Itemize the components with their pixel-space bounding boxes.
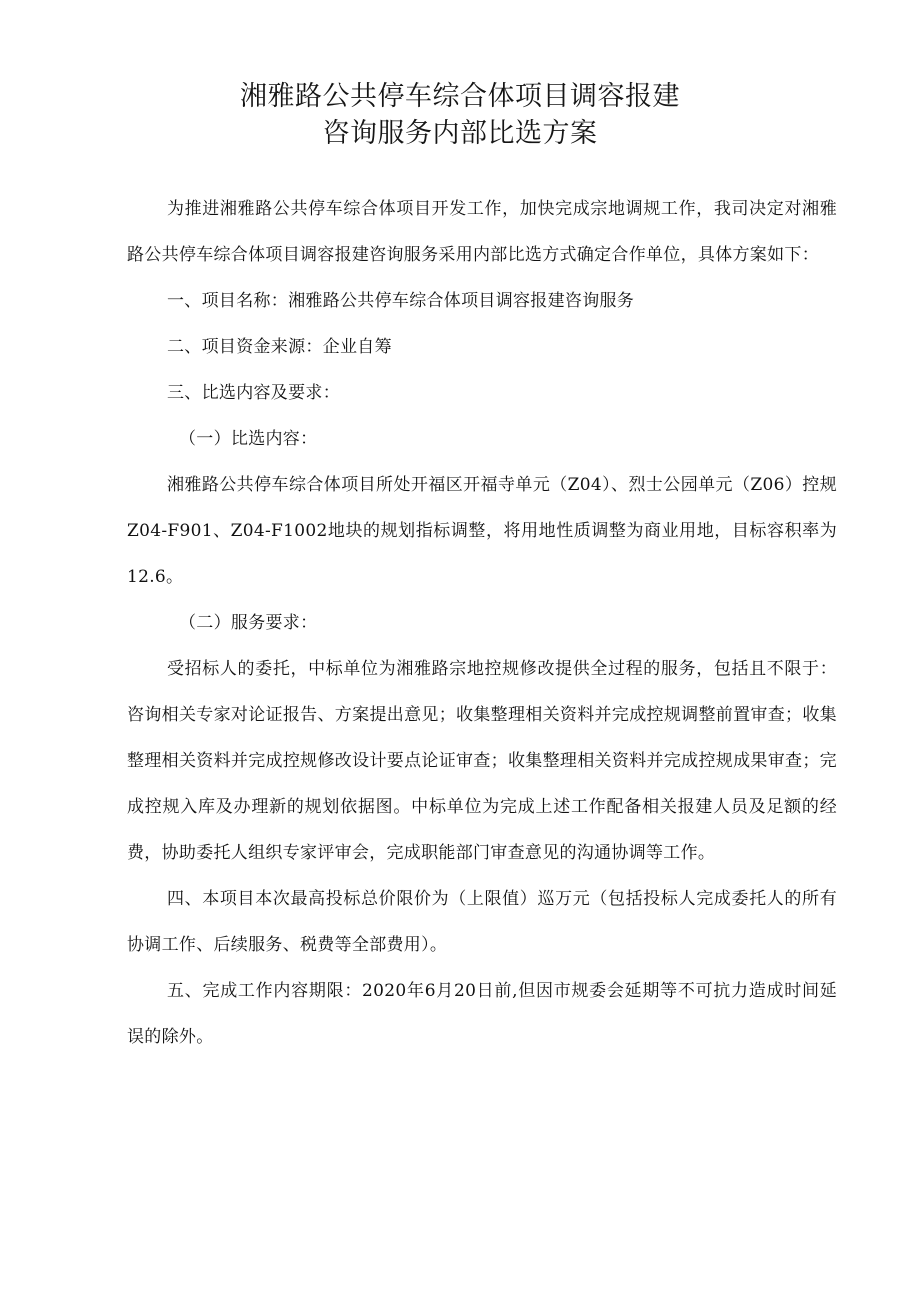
document-title-line1: 湘雅路公共停车综合体项目调容报建	[240, 81, 680, 112]
document-body	[127, 186, 837, 1060]
paragraph-deadline: 五、完成工作内容期限：2020年6月20日前,但因市规委会延期等不可抗力造成时间延误的除外。	[127, 981, 837, 1047]
paragraph-intro: 为推进湘雅路公共停车综合体项目开发工作，加快完成宗地调规工作，我司决定对湘雅路公共停车综合体项目调容报建咨询服务采用内部比选方式确定合作单位，具体方案如下：	[127, 199, 837, 265]
paragraph-project-name: 一、项目名称：湘雅路公共停车综合体项目调容报建咨询服务	[167, 291, 635, 311]
paragraph-funding-source: 二、项目资金来源：企业自筹	[167, 337, 392, 357]
paragraph-service-requirements: 受招标人的委托，中标单位为湘雅路宗地控规修改提供全过程的服务，包括且不限于：咨询相关专家对论证报告、方案提出意见；收集整理相关资料并完成控规调整前置审查；收集整理相关资料并完成控规修改设计要点论证审查；收集整理相关资料并完成控规成果审查；完成控规入库及办理新的规划依据图。中标单位为完成上述工作配备相关报建人员及足额的经费，协助委托人组织专家评审会，完成职能部门审查意见的沟通协调等工作。	[127, 659, 837, 863]
paragraph-service-requirements-heading: （二）服务要求：	[179, 613, 318, 633]
paragraph-selection-content: 湘雅路公共停车综合体项目所处开福区开福寺单元（Z04）、烈士公园单元（Z06）控规Z04-F901、Z04-F1002地块的规划指标调整，将用地性质调整为商业用地，目标容积率为12.6。	[127, 475, 837, 587]
document-title-line2: 咨询服务内部比选方案	[322, 118, 598, 149]
paragraph-price-limit: 四、本项目本次最高投标总价限价为（上限值）巡万元（包括投标人完成委托人的所有协调工作、后续服务、税费等全部费用）。	[127, 889, 837, 955]
paragraph-selection-heading: 三、比选内容及要求：	[167, 383, 340, 403]
paragraph-selection-content-heading: （一）比选内容：	[179, 429, 318, 449]
